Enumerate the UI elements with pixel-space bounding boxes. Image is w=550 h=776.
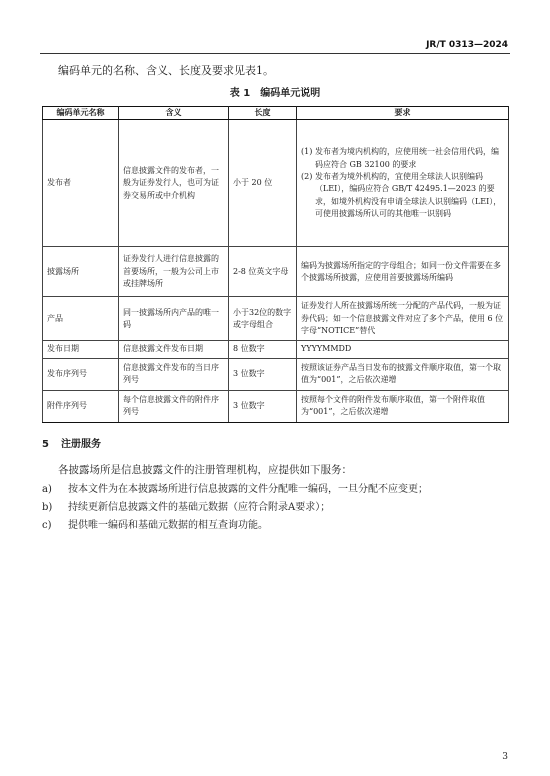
cell-name: 发布序列号 — [43, 358, 119, 390]
table-header-row — [43, 107, 509, 120]
cell-length: 8 位数字 — [229, 341, 297, 358]
intro-text: 编码单元的名称、含义、长度及要求见表1。 — [58, 64, 274, 77]
cell-meaning: 同一披露场所内产品的唯一码 — [119, 297, 229, 341]
cell-meaning: 信息披露文件发布日期 — [119, 341, 229, 358]
table-row — [43, 358, 509, 390]
requirement-text: 发布者为境内机构的，应使用统一社会信用代码，编码应符合 GB 32100 的要求 — [315, 147, 499, 169]
requirement-item — [301, 171, 504, 221]
cell-name: 发布者 — [43, 120, 119, 247]
list-item-mark: b) — [42, 502, 53, 513]
requirement-item — [301, 146, 504, 171]
cell-meaning: 证券发行人进行信息披露的首要场所，一般为公司上市或挂牌场所 — [119, 247, 229, 297]
cell-requirement: 按照该证券产品当日发布的披露文件顺序取值，第一个取值为“001”，之后依次递增 — [297, 358, 509, 390]
table-number: 表 1 — [229, 88, 251, 99]
cell-name: 披露场所 — [43, 247, 119, 297]
list-item-mark: c) — [42, 520, 52, 531]
table-row — [43, 120, 509, 247]
section-heading — [42, 435, 101, 450]
cell-requirement: 证券发行人所在披露场所统一分配的产品代码，一般为证券代码；如一个信息披露文件对应了多个产品，使用 6 位字母“NOTICE”替代 — [297, 297, 509, 341]
cell-length: 3 位数字 — [229, 390, 297, 422]
header-meaning: 含义 — [119, 107, 229, 120]
list-item-text: 提供唯一编码和基础元数据的相互查询功能。 — [68, 520, 268, 531]
list-item — [42, 517, 428, 535]
requirement-mark: (2) — [301, 172, 313, 181]
cell-requirement: 按照每个文件的附件发布顺序取值，第一个附件取值为“001”，之后依次递增 — [297, 390, 509, 422]
list-item — [42, 499, 428, 517]
section-paragraph: 各披露场所是信息披露文件的注册管理机构，应提供如下服务： — [58, 464, 352, 476]
page-number: 3 — [502, 752, 508, 762]
cell-name: 产品 — [43, 297, 119, 341]
list-item-mark: a) — [42, 484, 52, 495]
section-number: 5 — [42, 439, 49, 450]
cell-length: 2-8 位英文字母 — [229, 247, 297, 297]
cell-requirement — [297, 120, 509, 247]
cell-name: 附件序列号 — [43, 390, 119, 422]
section-title: 注册服务 — [60, 439, 101, 450]
table-title: 编码单元说明 — [260, 88, 321, 99]
table-row — [43, 247, 509, 297]
cell-length: 小于 20 位 — [229, 120, 297, 247]
cell-requirement: YYYYMMDD — [297, 341, 509, 358]
cell-meaning: 信息披露文件的发布者，一般为证券发行人，也可为证券交易所或中介机构 — [119, 120, 229, 247]
cell-meaning: 信息披露文件发布的当日序列号 — [119, 358, 229, 390]
requirement-text: 发布者为境外机构的，宜使用全球法人识别编码（LEI），编码应符合 GB/T 42495.1—2023 的要求，如境外机构没有申请全球法人识别编码（LEI），可使用披露场所认可的其他唯一识别码 — [315, 172, 502, 219]
coding-unit-table — [42, 106, 509, 423]
cell-name: 发布日期 — [43, 341, 119, 358]
header-rule — [40, 53, 510, 54]
table-row — [43, 390, 509, 422]
cell-length: 3 位数字 — [229, 358, 297, 390]
service-list — [42, 481, 428, 535]
cell-requirement: 编码为披露场所指定的字母组合；如同一份文件需要在多个披露场所披露，应使用首要披露场所编码 — [297, 247, 509, 297]
list-item-text: 持续更新信息披露文件的基础元数据（应符合附录A要求）； — [68, 502, 331, 513]
header-length: 长度 — [229, 107, 297, 120]
header-requirement: 要求 — [297, 107, 509, 120]
list-item — [42, 481, 428, 499]
header-name: 编码单元名称 — [43, 107, 119, 120]
table-caption — [0, 84, 550, 99]
list-item-text: 按本文件为在本披露场所进行信息披露的文件分配唯一编码，一旦分配不应变更； — [68, 484, 428, 495]
document-code: JR/T 0313—2024 — [426, 40, 508, 50]
requirement-mark: (1) — [301, 147, 313, 157]
cell-meaning: 每个信息披露文件的附件序列号 — [119, 390, 229, 422]
table-row — [43, 297, 509, 341]
cell-length: 小于32位的数字或字母组合 — [229, 297, 297, 341]
table-row — [43, 341, 509, 358]
